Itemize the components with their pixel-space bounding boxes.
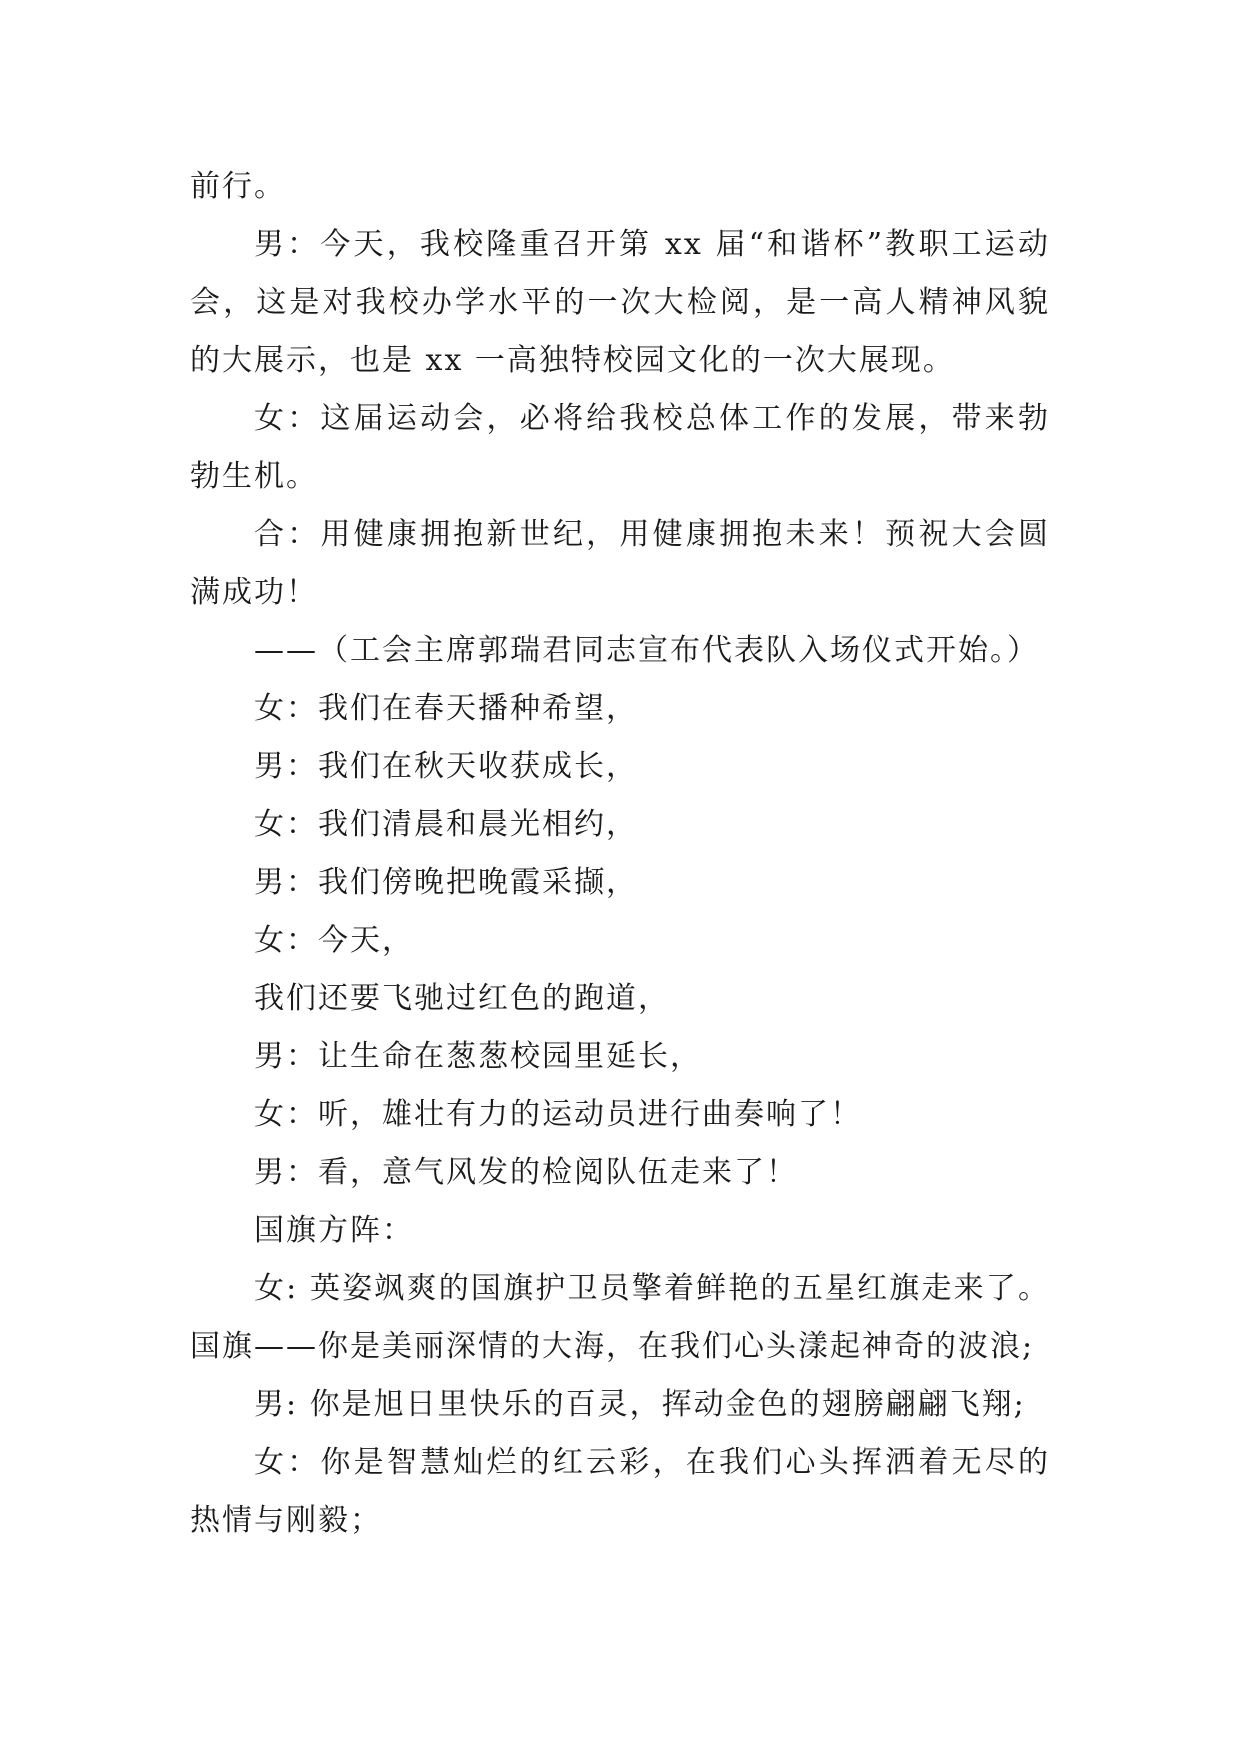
paragraph: 女：我们清晨和晨光相约， xyxy=(254,807,638,842)
paragraph: 男：看，意气风发的检阅队伍走来了！ xyxy=(254,1155,798,1190)
paragraph: 男：今天，我校隆重召开第 xx 届“和谐杯”教职工运动会，这是对我校办学水平的一次大检阅，是一高人精神风貌的大展示，也是 xx 一高独特校园文化的一次大展现。 xyxy=(190,227,1050,378)
paragraph: ——（工会主席郭瑞君同志宣布代表队入场仪式开始。） xyxy=(254,633,1039,668)
paragraph: 女：今天， xyxy=(254,923,414,958)
paragraph: 前行。 xyxy=(190,169,286,204)
paragraph: 男：让生命在葱葱校园里延长， xyxy=(254,1039,702,1074)
paragraph: 女：你是智慧灿烂的红云彩，在我们心头挥洒着无尽的热情与刚毅； xyxy=(190,1445,1050,1538)
paragraph: 国旗方阵： xyxy=(254,1213,414,1248)
paragraph: 我们还要飞驰过红色的跑道， xyxy=(254,981,670,1016)
paragraph: 女：听，雄壮有力的运动员进行曲奏响了！ xyxy=(254,1097,862,1132)
paragraph: 合：用健康拥抱新世纪，用健康拥抱未来！预祝大会圆满成功！ xyxy=(190,517,1050,610)
paragraph: 男：我们傍晚把晚霞采撷， xyxy=(254,865,638,900)
paragraph: 男: 你是旭日里快乐的百灵，挥动金色的翅膀翩翩飞翔; xyxy=(254,1387,1026,1422)
paragraph: 女: 英姿飒爽的国旗护卫员擎着鲜艳的五星红旗走来了。国旗——你是美丽深情的大海，在我们心头漾起神奇的波浪; xyxy=(190,1271,1050,1364)
paragraph: 女：这届运动会，必将给我校总体工作的发展，带来勃勃生机。 xyxy=(190,401,1050,494)
document-body xyxy=(190,158,1050,1550)
paragraph: 女：我们在春天播种希望， xyxy=(254,691,638,726)
paragraph: 男：我们在秋天收获成长， xyxy=(254,749,638,784)
